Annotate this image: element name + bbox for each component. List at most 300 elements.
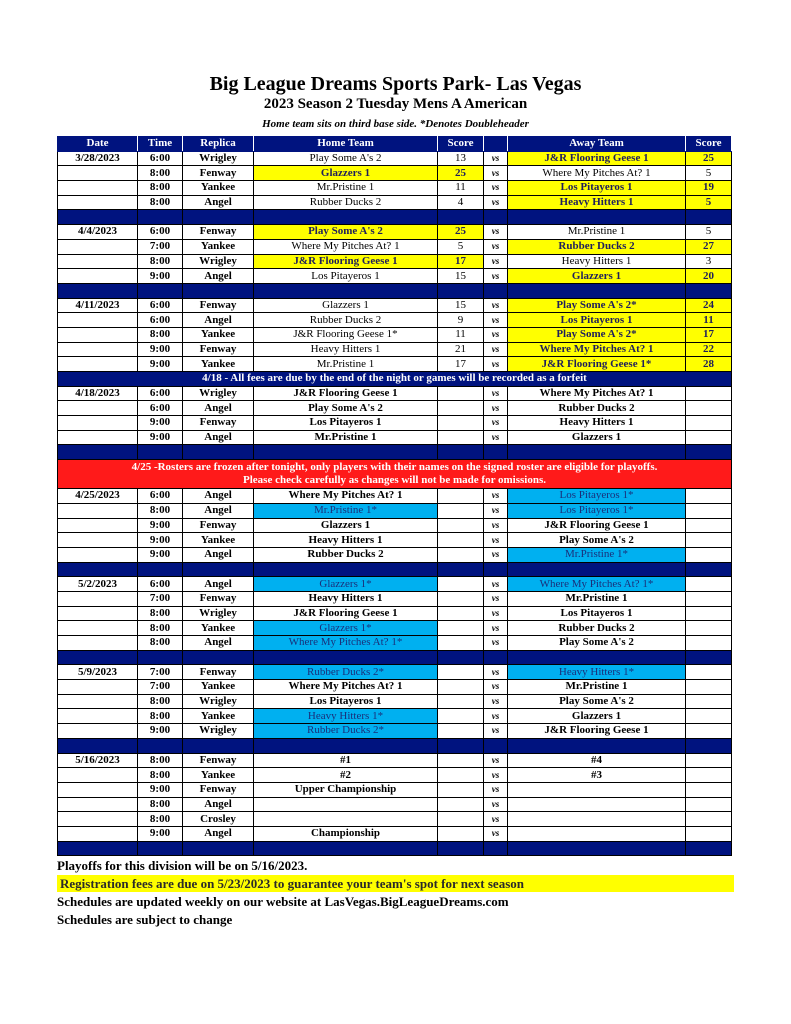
home-team: Play Some A's 2 <box>254 401 438 416</box>
game-time: 6:00 <box>138 151 183 166</box>
field-replica: Yankee <box>183 709 254 724</box>
vs-label: vs <box>484 591 508 606</box>
away-team <box>508 826 686 841</box>
away-score <box>686 430 732 445</box>
field-replica: Yankee <box>183 533 254 548</box>
game-time: 9:00 <box>138 782 183 797</box>
vs-label: vs <box>484 768 508 783</box>
away-score: 5 <box>686 166 732 181</box>
vs-label: vs <box>484 547 508 562</box>
game-row <box>58 826 732 841</box>
game-time: 9:00 <box>138 518 183 533</box>
separator-cell <box>254 283 438 298</box>
separator-cell <box>484 841 508 856</box>
home-team: Where My Pitches At? 1 <box>254 489 438 504</box>
away-team: Heavy Hitters 1 <box>508 254 686 269</box>
away-team: Los Pitayeros 1 <box>508 606 686 621</box>
home-team: #2 <box>254 768 438 783</box>
separator-cell <box>686 650 732 665</box>
away-team: Where My Pitches At? 1* <box>508 577 686 592</box>
home-score <box>438 591 484 606</box>
vs-label: vs <box>484 181 508 196</box>
away-score <box>686 826 732 841</box>
away-team: Los Pitayeros 1 <box>508 313 686 328</box>
field-replica: Yankee <box>183 621 254 636</box>
game-row <box>58 269 732 284</box>
away-team: Mr.Pristine 1 <box>508 591 686 606</box>
home-score <box>438 503 484 518</box>
field-replica: Crosley <box>183 812 254 827</box>
game-row <box>58 181 732 196</box>
game-date <box>58 826 138 841</box>
game-date <box>58 782 138 797</box>
game-row <box>58 797 732 812</box>
home-team: Play Some A's 2 <box>254 151 438 166</box>
home-team: Heavy Hitters 1 <box>254 342 438 357</box>
home-score: 11 <box>438 327 484 342</box>
roster-notice-row <box>58 460 732 489</box>
home-score: 25 <box>438 166 484 181</box>
home-team: Glazzers 1* <box>254 577 438 592</box>
home-score: 21 <box>438 342 484 357</box>
home-team: Glazzers 1* <box>254 621 438 636</box>
game-time: 9:00 <box>138 533 183 548</box>
game-date <box>58 621 138 636</box>
vs-label: vs <box>484 533 508 548</box>
away-team: Glazzers 1 <box>508 709 686 724</box>
game-row <box>58 386 732 401</box>
playoffs-note: Playoffs for this division will be on 5/16/2023. <box>57 858 308 873</box>
game-time: 8:00 <box>138 797 183 812</box>
game-row <box>58 503 732 518</box>
away-score <box>686 606 732 621</box>
game-time: 8:00 <box>138 812 183 827</box>
separator-cell <box>484 650 508 665</box>
page-title: Big League Dreams Sports Park- Las Vegas <box>209 73 582 95</box>
home-team: Rubber Ducks 2 <box>254 195 438 210</box>
home-score <box>438 782 484 797</box>
vs-label: vs <box>484 430 508 445</box>
away-team: J&R Flooring Geese 1* <box>508 357 686 372</box>
away-team: Where My Pitches At? 1 <box>508 386 686 401</box>
separator-cell <box>183 445 254 460</box>
vs-label: vs <box>484 503 508 518</box>
game-time: 6:00 <box>138 386 183 401</box>
home-team: Glazzers 1 <box>254 166 438 181</box>
away-team: Los Pitayeros 1* <box>508 489 686 504</box>
separator-cell <box>484 283 508 298</box>
separator-cell <box>484 210 508 225</box>
game-row <box>58 694 732 709</box>
away-team: Rubber Ducks 2 <box>508 401 686 416</box>
game-date <box>58 166 138 181</box>
home-score <box>438 621 484 636</box>
home-score: 17 <box>438 254 484 269</box>
away-team: Mr.Pristine 1 <box>508 680 686 695</box>
game-row <box>58 606 732 621</box>
game-row <box>58 239 732 254</box>
away-score <box>686 724 732 739</box>
game-row <box>58 547 732 562</box>
separator-cell <box>138 738 183 753</box>
game-row <box>58 225 732 240</box>
game-row <box>58 327 732 342</box>
home-team: Glazzers 1 <box>254 518 438 533</box>
away-score: 24 <box>686 298 732 313</box>
away-team: Heavy Hitters 1* <box>508 665 686 680</box>
change-note: Schedules are subject to change <box>57 912 233 927</box>
separator-cell <box>508 210 686 225</box>
separator-cell <box>508 738 686 753</box>
game-time: 8:00 <box>138 694 183 709</box>
game-date <box>58 430 138 445</box>
home-team: Los Pitayeros 1 <box>254 269 438 284</box>
game-row <box>58 709 732 724</box>
home-team: Mr.Pristine 1 <box>254 181 438 196</box>
vs-label: vs <box>484 313 508 328</box>
away-score <box>686 621 732 636</box>
col-away-score: Score <box>686 137 732 152</box>
home-score <box>438 547 484 562</box>
game-row <box>58 782 732 797</box>
separator-cell <box>58 283 138 298</box>
home-team: Where My Pitches At? 1 <box>254 680 438 695</box>
header-row <box>58 137 732 152</box>
home-score <box>438 401 484 416</box>
game-time: 8:00 <box>138 503 183 518</box>
field-replica: Fenway <box>183 591 254 606</box>
away-team: J&R Flooring Geese 1 <box>508 518 686 533</box>
away-score <box>686 768 732 783</box>
separator-cell <box>58 445 138 460</box>
home-score: 4 <box>438 195 484 210</box>
separator-cell <box>686 210 732 225</box>
game-date: 4/18/2023 <box>58 386 138 401</box>
separator-cell <box>138 283 183 298</box>
home-team: Where My Pitches At? 1* <box>254 636 438 651</box>
game-date <box>58 327 138 342</box>
away-team <box>508 812 686 827</box>
home-score <box>438 797 484 812</box>
game-time: 7:00 <box>138 591 183 606</box>
away-team: Play Some A's 2* <box>508 298 686 313</box>
home-score <box>438 812 484 827</box>
game-row <box>58 533 732 548</box>
vs-label: vs <box>484 797 508 812</box>
home-score: 15 <box>438 269 484 284</box>
field-replica: Yankee <box>183 680 254 695</box>
vs-label: vs <box>484 239 508 254</box>
away-team: Play Some A's 2 <box>508 694 686 709</box>
game-time: 9:00 <box>138 826 183 841</box>
roster-notice-line: Please check carefully as changes will not be made for omissions. <box>243 474 546 487</box>
separator-cell <box>183 562 254 577</box>
game-time: 7:00 <box>138 665 183 680</box>
home-team: Heavy Hitters 1 <box>254 591 438 606</box>
game-date <box>58 547 138 562</box>
game-date: 5/2/2023 <box>58 577 138 592</box>
game-time: 6:00 <box>138 489 183 504</box>
field-replica: Wrigley <box>183 151 254 166</box>
separator-cell <box>438 562 484 577</box>
separator-cell <box>58 210 138 225</box>
game-time: 7:00 <box>138 680 183 695</box>
game-date <box>58 797 138 812</box>
away-team: Los Pitayeros 1* <box>508 503 686 518</box>
away-team: Mr.Pristine 1 <box>508 225 686 240</box>
separator-cell <box>686 445 732 460</box>
away-score <box>686 636 732 651</box>
separator-cell <box>138 562 183 577</box>
separator-cell <box>58 841 138 856</box>
game-date <box>58 680 138 695</box>
game-row <box>58 621 732 636</box>
game-date <box>58 768 138 783</box>
home-score: 25 <box>438 225 484 240</box>
home-team: Los Pitayeros 1 <box>254 694 438 709</box>
home-team: Championship <box>254 826 438 841</box>
game-row <box>58 665 732 680</box>
col-time: Time <box>138 137 183 152</box>
separator-cell <box>183 283 254 298</box>
game-time: 9:00 <box>138 724 183 739</box>
game-row <box>58 430 732 445</box>
game-row <box>58 768 732 783</box>
vs-label: vs <box>484 724 508 739</box>
game-date <box>58 636 138 651</box>
game-row <box>58 342 732 357</box>
game-time: 9:00 <box>138 416 183 431</box>
website-note: Schedules are updated weekly on our website at LasVegas.BigLeagueDreams.com <box>57 894 509 909</box>
field-replica: Angel <box>183 577 254 592</box>
game-date <box>58 416 138 431</box>
vs-label: vs <box>484 416 508 431</box>
away-score: 17 <box>686 327 732 342</box>
separator-cell <box>183 738 254 753</box>
away-team: Heavy Hitters 1 <box>508 195 686 210</box>
vs-label: vs <box>484 225 508 240</box>
away-team: #4 <box>508 753 686 768</box>
separator-cell <box>686 562 732 577</box>
field-replica: Angel <box>183 401 254 416</box>
separator-cell <box>438 841 484 856</box>
separator-cell <box>254 445 438 460</box>
field-replica: Fenway <box>183 665 254 680</box>
vs-label: vs <box>484 621 508 636</box>
home-team: Heavy Hitters 1 <box>254 533 438 548</box>
home-score <box>438 680 484 695</box>
field-replica: Angel <box>183 826 254 841</box>
away-score <box>686 680 732 695</box>
separator-cell <box>508 562 686 577</box>
home-team: J&R Flooring Geese 1* <box>254 327 438 342</box>
field-replica: Yankee <box>183 357 254 372</box>
field-replica: Fenway <box>183 518 254 533</box>
separator-cell <box>438 283 484 298</box>
away-team <box>508 782 686 797</box>
home-score <box>438 430 484 445</box>
vs-label: vs <box>484 636 508 651</box>
game-date <box>58 342 138 357</box>
away-score <box>686 812 732 827</box>
field-replica: Angel <box>183 547 254 562</box>
home-team: Glazzers 1 <box>254 298 438 313</box>
home-team: Upper Championship <box>254 782 438 797</box>
separator-cell <box>484 738 508 753</box>
vs-label: vs <box>484 812 508 827</box>
game-date: 5/16/2023 <box>58 753 138 768</box>
game-time: 8:00 <box>138 606 183 621</box>
game-date <box>58 269 138 284</box>
away-score <box>686 797 732 812</box>
home-score: 11 <box>438 181 484 196</box>
vs-label: vs <box>484 606 508 621</box>
home-team: Where My Pitches At? 1 <box>254 239 438 254</box>
vs-label: vs <box>484 151 508 166</box>
game-time: 8:00 <box>138 327 183 342</box>
game-date <box>58 606 138 621</box>
home-team: J&R Flooring Geese 1 <box>254 606 438 621</box>
separator-cell <box>58 738 138 753</box>
separator-cell <box>484 562 508 577</box>
away-score: 19 <box>686 181 732 196</box>
field-replica: Fenway <box>183 225 254 240</box>
home-score <box>438 768 484 783</box>
separator-cell <box>254 841 438 856</box>
game-time: 8:00 <box>138 254 183 269</box>
game-time: 8:00 <box>138 636 183 651</box>
vs-label: vs <box>484 357 508 372</box>
away-score: 27 <box>686 239 732 254</box>
vs-label: vs <box>484 327 508 342</box>
game-row <box>58 313 732 328</box>
game-time: 9:00 <box>138 430 183 445</box>
game-time: 8:00 <box>138 166 183 181</box>
separator-cell <box>438 738 484 753</box>
separator-cell <box>183 650 254 665</box>
separator-cell <box>508 841 686 856</box>
away-score <box>686 577 732 592</box>
field-replica: Fenway <box>183 342 254 357</box>
away-team: Glazzers 1 <box>508 269 686 284</box>
game-row <box>58 166 732 181</box>
field-replica: Yankee <box>183 768 254 783</box>
game-date: 5/9/2023 <box>58 665 138 680</box>
game-date <box>58 195 138 210</box>
game-date <box>58 313 138 328</box>
game-row <box>58 298 732 313</box>
field-replica: Wrigley <box>183 724 254 739</box>
game-time: 6:00 <box>138 225 183 240</box>
away-score <box>686 489 732 504</box>
game-date <box>58 591 138 606</box>
home-score <box>438 533 484 548</box>
game-time: 9:00 <box>138 342 183 357</box>
away-score <box>686 416 732 431</box>
home-score <box>438 606 484 621</box>
vs-label: vs <box>484 782 508 797</box>
separator-cell <box>686 283 732 298</box>
home-score: 13 <box>438 151 484 166</box>
field-replica: Angel <box>183 797 254 812</box>
separator-row <box>58 210 732 225</box>
away-team: Play Some A's 2 <box>508 636 686 651</box>
away-score: 11 <box>686 313 732 328</box>
vs-label: vs <box>484 489 508 504</box>
home-score <box>438 709 484 724</box>
away-score <box>686 665 732 680</box>
separator-cell <box>58 650 138 665</box>
home-score <box>438 665 484 680</box>
separator-row <box>58 562 732 577</box>
game-date <box>58 357 138 372</box>
game-date <box>58 724 138 739</box>
separator-cell <box>254 562 438 577</box>
home-team <box>254 812 438 827</box>
field-replica: Angel <box>183 313 254 328</box>
home-score <box>438 636 484 651</box>
home-team: J&R Flooring Geese 1 <box>254 254 438 269</box>
roster-notice-line: 4/25 -Rosters are frozen after tonight, only players with their names on the signed roster are eligible for playoffs. <box>131 461 658 474</box>
home-score <box>438 518 484 533</box>
game-date <box>58 401 138 416</box>
separator-row <box>58 738 732 753</box>
game-time: 9:00 <box>138 547 183 562</box>
home-team: J&R Flooring Geese 1 <box>254 386 438 401</box>
field-replica: Fenway <box>183 753 254 768</box>
separator-cell <box>438 445 484 460</box>
away-team: Mr.Pristine 1* <box>508 547 686 562</box>
game-date: 4/11/2023 <box>58 298 138 313</box>
separator-cell <box>484 445 508 460</box>
away-team: Rubber Ducks 2 <box>508 621 686 636</box>
vs-label: vs <box>484 298 508 313</box>
separator-cell <box>183 841 254 856</box>
away-team: Play Some A's 2* <box>508 327 686 342</box>
game-date <box>58 694 138 709</box>
registration-note: Registration fees are due on 5/23/2023 to guarantee your team's spot for next season <box>57 875 734 892</box>
separator-cell <box>686 738 732 753</box>
game-row <box>58 518 732 533</box>
game-time: 6:00 <box>138 313 183 328</box>
game-date <box>58 503 138 518</box>
home-team: Rubber Ducks 2* <box>254 724 438 739</box>
home-team <box>254 797 438 812</box>
separator-cell <box>183 210 254 225</box>
game-row <box>58 680 732 695</box>
game-time: 9:00 <box>138 357 183 372</box>
game-time: 8:00 <box>138 195 183 210</box>
away-team: Where My Pitches At? 1 <box>508 166 686 181</box>
col-away-team: Away Team <box>508 137 686 152</box>
separator-row <box>58 650 732 665</box>
home-score: 15 <box>438 298 484 313</box>
home-team: Mr.Pristine 1 <box>254 430 438 445</box>
home-team: Rubber Ducks 2* <box>254 665 438 680</box>
field-replica: Yankee <box>183 327 254 342</box>
game-time: 8:00 <box>138 621 183 636</box>
separator-cell <box>254 738 438 753</box>
game-date <box>58 518 138 533</box>
notice-row <box>58 372 732 387</box>
vs-label: vs <box>484 665 508 680</box>
away-score: 3 <box>686 254 732 269</box>
away-team: Where My Pitches At? 1 <box>508 342 686 357</box>
game-time: 8:00 <box>138 709 183 724</box>
away-team: J&R Flooring Geese 1 <box>508 724 686 739</box>
game-date: 4/4/2023 <box>58 225 138 240</box>
separator-cell <box>138 841 183 856</box>
